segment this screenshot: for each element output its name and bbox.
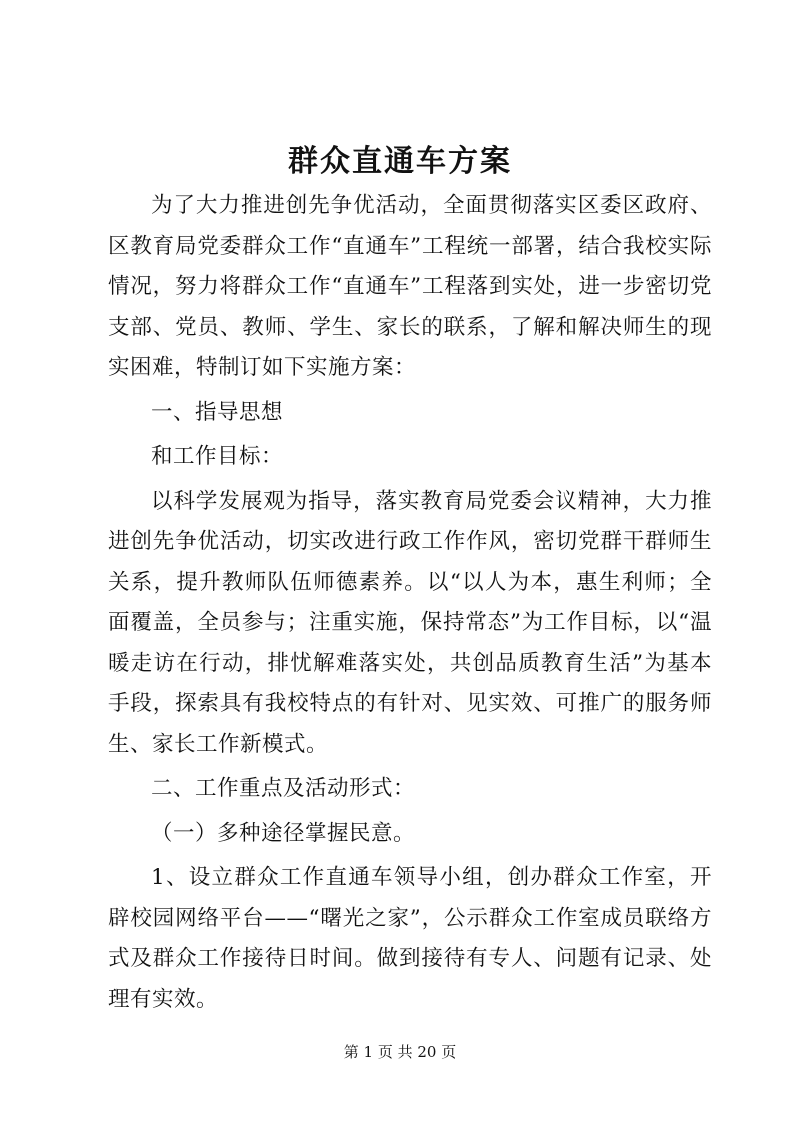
paragraph-intro: 为了大力推进创先争优活动，全面贯彻落实区委区政府、区教育局党委群众工作“直通车”工程统一部署，结合我校实际情况，努力将群众工作“直通车”工程落到实处，进一步密切党支部、党员、教师、学生、家长的联系，了解和解决师生的现实困难，特制订如下实施方案： [108,193,712,380]
document-body [108,186,712,1020]
page-number-footer: 第 1 页 共 20 页 [343,1043,457,1061]
heading-work-focus: 二、工作重点及活动形式： [151,776,416,801]
heading-work-goals: 和工作目标： [151,444,284,469]
heading-guiding-thought: 一、指导思想 [151,399,284,425]
document-title: 群众直通车方案 [288,144,512,179]
paragraph-item-1: 1、设立群众工作直通车领导小组，创办群众工作室，开辟校园网络平台——“曙光之家”，公示群众工作室成员联络方式及群众工作接待日时间。做到接待有专人、问题有记录、处理有实效。 [108,865,712,1012]
paragraph-guiding-content: 以科学发展观为指导，落实教育局党委会议精神，大力推进创先争优活动，切实改进行政工作作风，密切党群干群师生关系，提升教师队伍师德素养。以“以人为本，惠生利师；全面覆盖，全员参与；注重实施，保持常态”为工作目标，以“温暖走访在行动，排忧解难落实处，共创品质教育生活”为基本手段，探索具有我校特点的有针对、见实效、可推广的服务师生、家长工作新模式。 [108,488,712,757]
heading-subsection-1: （一）多种途径掌握民意。 [151,820,416,846]
